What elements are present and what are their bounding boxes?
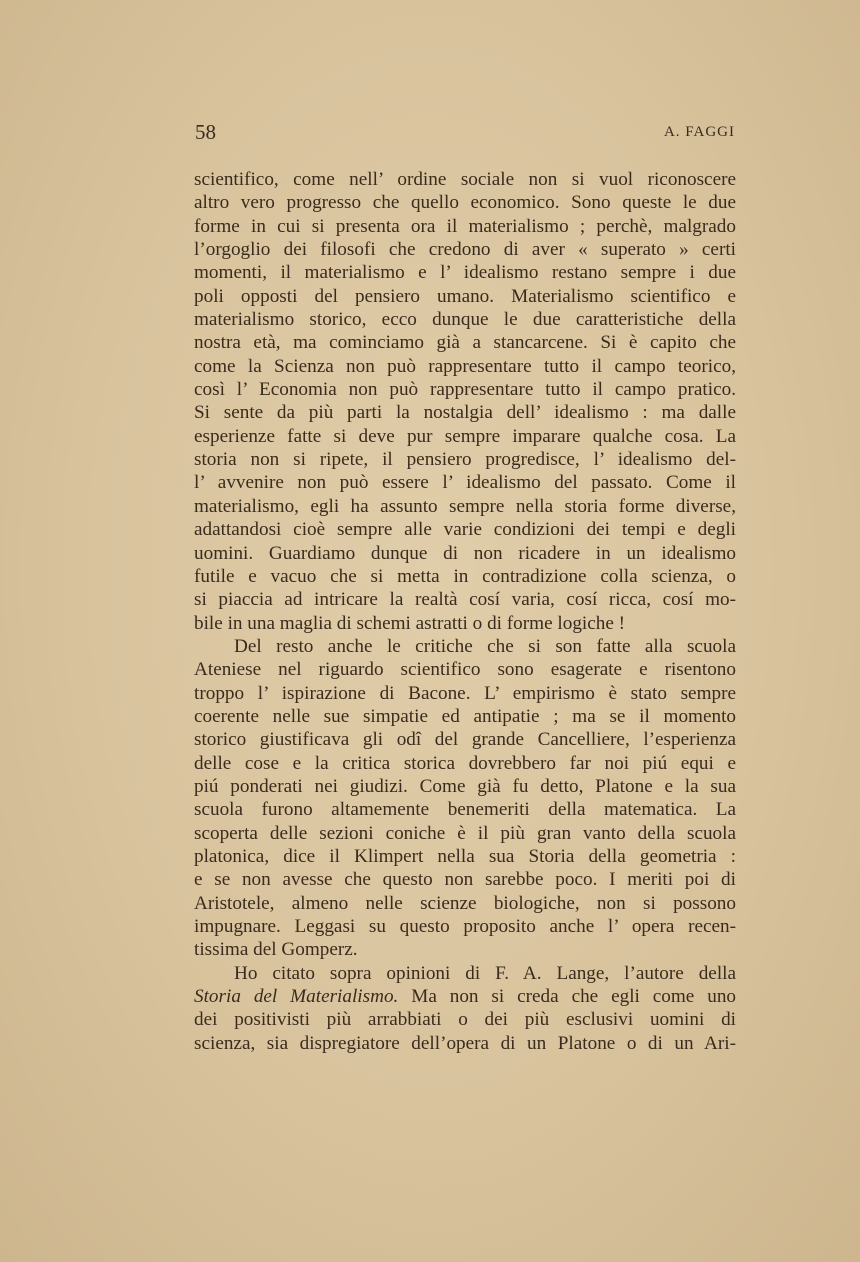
italic-title: Storia del Materialismo. (194, 986, 399, 1008)
text-line: Ho citato sopra opinioni di F. A. Lange, l’autore della (234, 962, 736, 984)
text-line: l’ avvenire non può essere l’ idealismo del passato. Come il (194, 472, 736, 494)
text-line: delle cose e la critica storica dovrebbero far noi piú equi e (194, 752, 736, 774)
text-line: tissima del Gomperz. (194, 939, 358, 961)
text-line: storia non si ripete, il pensiero progredisce, l’ idealismo del- (194, 449, 736, 471)
text-line: materialismo, egli ha assunto sempre nella storia forme diverse, (194, 495, 736, 517)
text-line: materialismo storico, ecco dunque le due caratteristiche della (194, 309, 736, 331)
paragraph (194, 962, 736, 1055)
text-line: scoperta delle sezioni coniche è il più gran vanto della scuola (194, 822, 736, 844)
text-line: troppo l’ ispirazione di Bacone. L’ empirismo è stato sempre (194, 682, 736, 704)
text-line: Ateniese nel riguardo scientifico sono esagerate e risentono (194, 659, 736, 681)
text-line: Del resto anche le critiche che si son fatte alla scuola (234, 635, 736, 657)
text-line: scienza, sia dispregiatore dell’opera di un Platone o di un Ari- (194, 1032, 736, 1054)
text-segment: Ma non si creda che egli come uno (398, 986, 737, 1008)
text-line: coerente nelle sue simpatie ed antipatie ; ma se il momento (194, 705, 736, 727)
text-line: come la Scienza non può rappresentare tutto il campo teorico, (194, 355, 736, 377)
text-line: bile in una maglia di schemi astratti o di forme logiche ! (194, 612, 626, 634)
text-line: si piaccia ad intricare la realtà cosí varia, cosí ricca, cosí mo- (194, 589, 736, 611)
text-line: esperienze fatte si deve pur sempre imparare qualche cosa. La (194, 425, 736, 447)
text-line (194, 985, 736, 1008)
text-line: poli opposti del pensiero umano. Materialismo scientifico e (194, 285, 736, 307)
text-line: l’orgoglio dei filosofi che credono di aver « superato » certi (194, 239, 736, 261)
text-line: platonica, dice il Klimpert nella sua Storia della geometria : (194, 845, 736, 867)
text-line: scuola furono altamemente benemeriti della matematica. La (194, 799, 736, 821)
text-line: Aristotele, almeno nelle scienze biologiche, non si possono (194, 892, 736, 914)
text-line: adattandosi cioè sempre alle varie condizioni dei tempi e degli (194, 519, 736, 541)
running-head: A. FAGGI (663, 124, 735, 140)
text-line: impugnare. Leggasi su questo proposito anche l’ opera recen- (194, 916, 736, 937)
page-number: 58 (195, 120, 216, 144)
body-text (194, 168, 736, 1055)
paragraph (194, 635, 736, 962)
text-line: così l’ Economia non può rappresentare tutto il campo pratico. (194, 379, 736, 401)
text-line: futile e vacuo che si metta in contradizione colla scienza, o (194, 565, 736, 587)
text-line: piú ponderati nei giudizi. Come già fu detto, Platone e la sua (194, 775, 736, 797)
text-line: nostra età, ma cominciamo già a stancarcene. Si è capito che (194, 332, 736, 354)
paragraph (194, 168, 736, 635)
text-line: dei positivisti più arrabbiati o dei più esclusivi uomini di (194, 1009, 736, 1031)
text-line: e se non avesse che questo non sarebbe poco. I meriti poi di (194, 869, 736, 891)
text-line: storico giustificava gli odî del grande Cancelliere, l’esperienza (194, 729, 736, 751)
text-line: momenti, il materialismo e l’ idealismo restano sempre i due (194, 262, 736, 284)
text-line: altro vero progresso che quello economico. Sono queste le due (194, 192, 736, 214)
text-line: Si sente da più parti la nostalgia dell’ idealismo : ma dalle (194, 402, 736, 424)
text-line: forme in cui si presenta ora il materialismo ; perchè, malgrado (194, 215, 736, 237)
text-line: scientifico, come nell’ ordine sociale non si vuol riconoscere (194, 169, 736, 190)
text-line: uomini. Guardiamo dunque di non ricadere in un idealismo (194, 542, 736, 564)
